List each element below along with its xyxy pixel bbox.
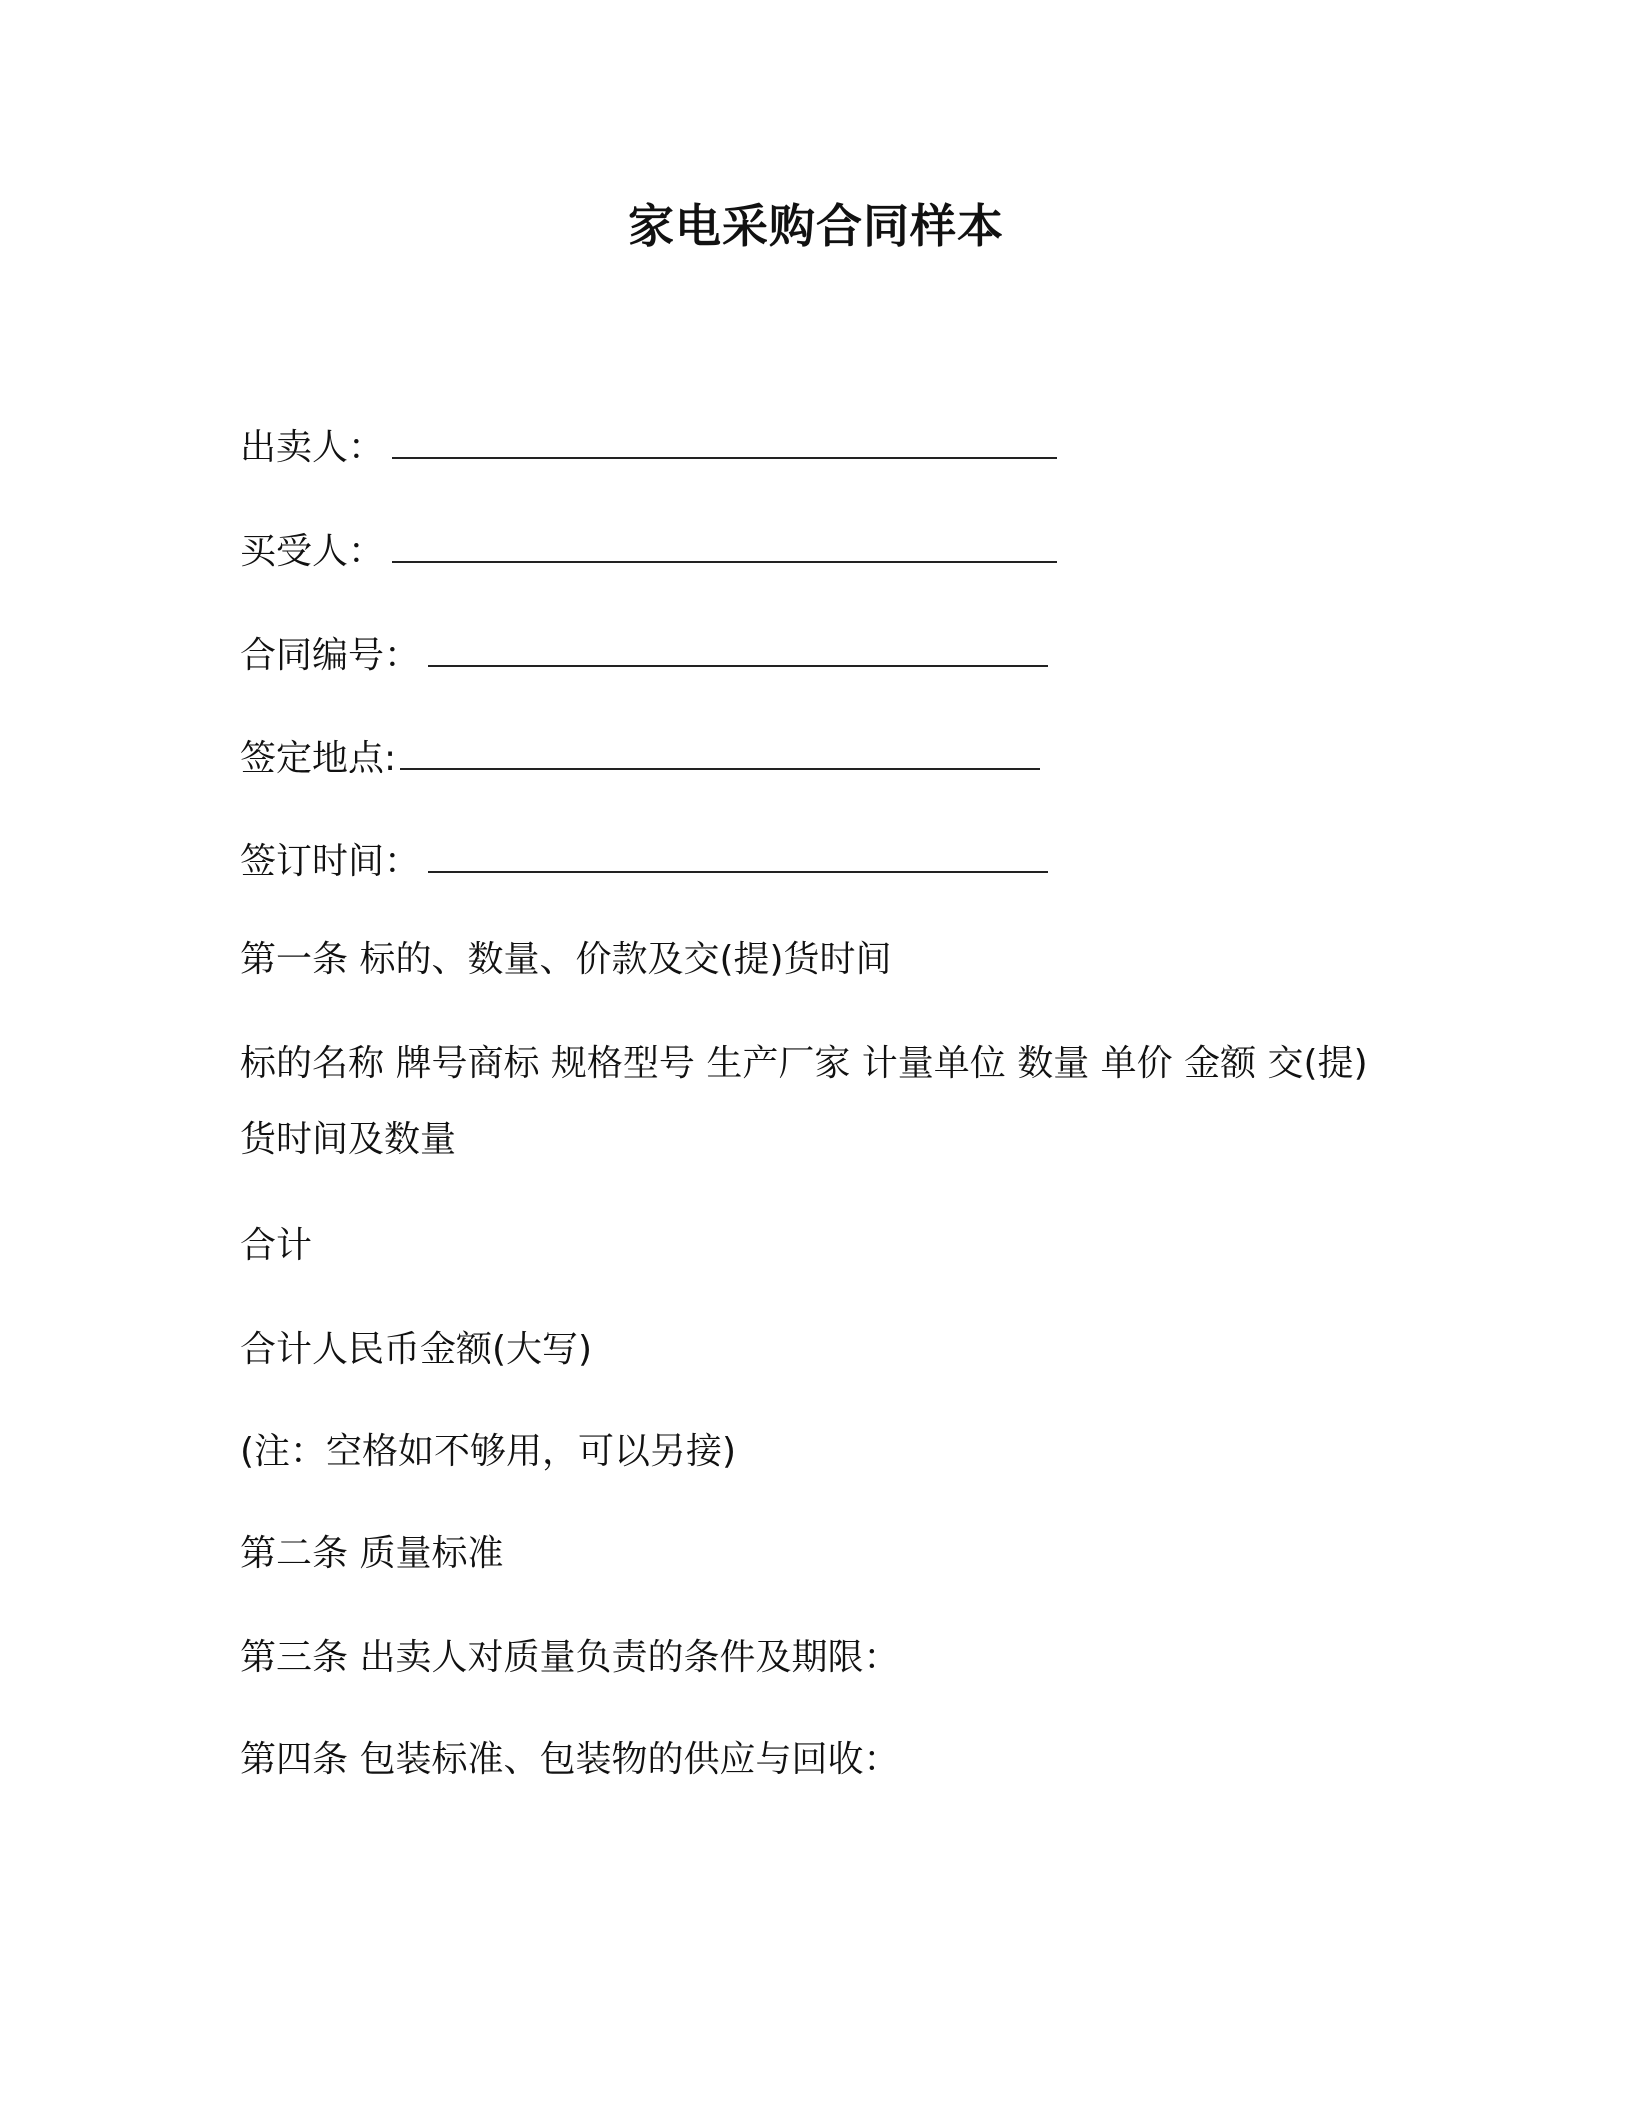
contract-number-field	[240, 632, 1048, 680]
seller-blank[interactable]	[392, 427, 1057, 459]
article-1-heading: 第一条 标的、数量、价款及交(提)货时间	[240, 939, 892, 980]
total-label: 合计	[240, 1225, 313, 1266]
signing-place-label: 签定地点:	[240, 738, 397, 779]
buyer-field	[240, 528, 1057, 576]
signing-place-blank[interactable]	[400, 738, 1040, 770]
note-text: (注：空格如不够用，可以另接)	[240, 1431, 737, 1472]
signing-time-blank[interactable]	[428, 841, 1048, 873]
contract-number-label: 合同编号：	[240, 635, 421, 676]
contract-number-blank[interactable]	[428, 635, 1048, 667]
table-header-text: 标的名称 牌号商标 规格型号 生产厂家 计量单位 数量 单价 金额 交(提)货时间及数量	[240, 1043, 1368, 1160]
buyer-blank[interactable]	[392, 531, 1057, 563]
total-rmb-label: 合计人民币金额(大写)	[240, 1329, 593, 1370]
seller-field	[240, 424, 1057, 472]
signing-time-field	[240, 838, 1048, 886]
article-3: 第三条 出卖人对质量负责的条件及期限：	[240, 1637, 900, 1678]
buyer-label: 买受人：	[240, 531, 385, 572]
document-title: 家电采购合同样本	[628, 199, 1004, 253]
article-4: 第四条 包装标准、包装物的供应与回收：	[240, 1739, 900, 1780]
seller-label: 出卖人：	[240, 427, 385, 468]
article-2: 第二条 质量标准	[240, 1533, 504, 1574]
signing-place-field	[240, 735, 1040, 783]
signing-time-label: 签订时间：	[240, 841, 421, 882]
